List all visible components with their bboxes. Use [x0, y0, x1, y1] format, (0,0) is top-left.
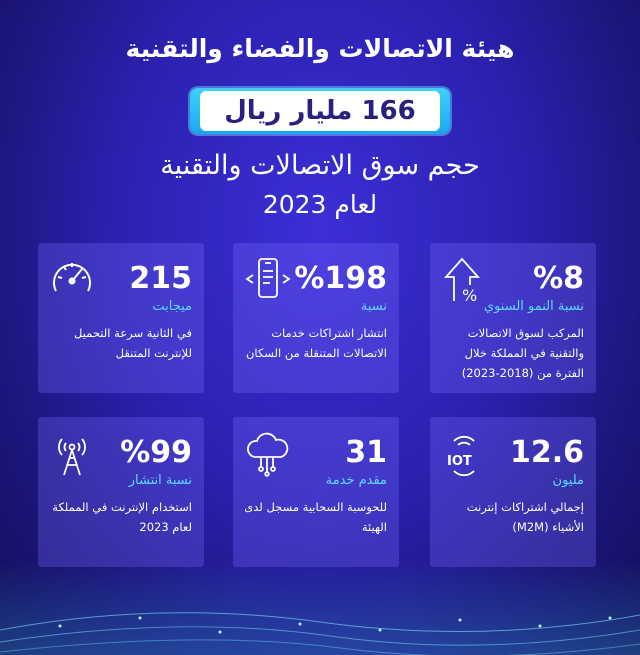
speedometer-icon — [48, 255, 96, 303]
svg-text:IOT: IOT — [447, 454, 472, 469]
stat-card-mobile — [233, 243, 399, 393]
stat-label: مليون — [552, 473, 584, 488]
stat-description: إجمالي اشتراكات إنترنت الأشياء (M2M) — [466, 500, 584, 534]
stat-value: %198 — [294, 261, 387, 296]
stat-value: 215 — [129, 261, 192, 296]
svg-text:%: % — [462, 286, 478, 303]
smartphone-icon — [243, 255, 291, 303]
stat-description: للحوسبة السحابية مسجل لدى الهيئة — [244, 500, 387, 534]
stat-label: نسبة — [360, 299, 387, 314]
cloud-network-icon — [243, 429, 291, 477]
stat-card-iot — [430, 417, 596, 567]
stat-description: في الثانية سرعة التحميل للإنترنت المتنقل — [74, 326, 192, 360]
stat-label: نسبة انتشار — [128, 473, 192, 488]
broadcast-tower-icon — [48, 429, 96, 477]
stat-description: انتشار اشتراكات خدمات الاتصالات المتنقلة من السكان — [245, 326, 387, 360]
page-title: هيئة الاتصالات والفضاء والتقنية — [125, 34, 515, 63]
growth-arrow-percent-icon — [440, 255, 488, 303]
stat-description: المركب لسوق الاتصالات والتقنية في المملكة خلال الفترة من (2018-2023) — [461, 326, 584, 380]
stat-card-speed — [38, 243, 204, 393]
market-year: لعام 2023 — [262, 190, 378, 219]
stat-card-internet — [38, 417, 204, 567]
iot-icon — [440, 429, 488, 477]
decorative-network-glow — [0, 560, 640, 655]
stat-value: 31 — [345, 435, 387, 470]
stat-value: 12.6 — [509, 435, 584, 470]
stat-label: ميجابت — [152, 299, 192, 314]
stat-label: مقدم خدمة — [325, 473, 387, 488]
stat-card-growth — [430, 243, 596, 393]
market-value-badge — [190, 88, 450, 134]
stat-value: %99 — [120, 435, 192, 470]
stat-value: %8 — [533, 261, 584, 296]
market-size-title: حجم سوق الاتصالات والتقنية — [160, 150, 480, 181]
stat-card-cloud — [233, 417, 399, 567]
stat-label: نسبة النمو السنوي — [483, 299, 584, 314]
stat-description: استخدام الإنترنت في المملكة لعام 2023 — [52, 500, 192, 534]
market-value-text: 166 مليار ريال — [200, 91, 440, 131]
